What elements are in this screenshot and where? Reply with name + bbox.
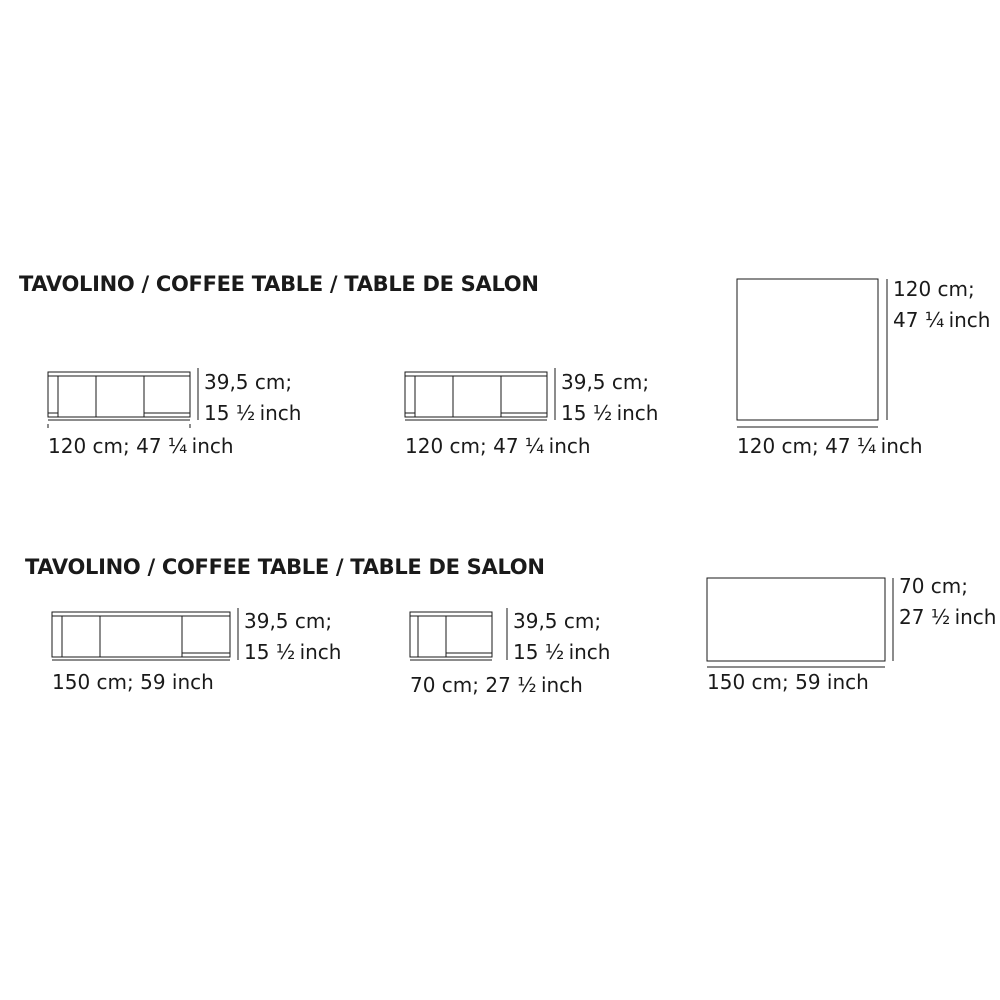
height-inch-label: 15 ½ inch [204,401,302,425]
height-inch-label: 15 ½ inch [513,640,611,664]
depth-inch-label: 27 ½ inch [899,605,997,629]
table-front-view-4 [410,608,507,660]
width-label: 120 cm; 47 ¼ inch [737,434,923,458]
table-top-view-2 [707,578,893,667]
height-cm-label: 39,5 cm; [513,609,602,633]
depth-inch-label: 47 ¼ inch [893,308,991,332]
height-cm-label: 39,5 cm; [561,370,650,394]
table-top-view-1 [737,279,887,427]
height-inch-label: 15 ½ inch [244,640,342,664]
width-label: 120 cm; 47 ¼ inch [405,434,591,458]
section-title-1: TAVOLINO / COFFEE TABLE / TABLE DE SALON [19,272,539,296]
depth-cm-label: 70 cm; [899,574,969,598]
width-label: 120 cm; 47 ¼ inch [48,434,234,458]
width-label: 150 cm; 59 inch [707,670,869,694]
section-title-2: TAVOLINO / COFFEE TABLE / TABLE DE SALON [25,555,545,579]
table-front-view-3 [52,608,238,660]
width-label: 70 cm; 27 ½ inch [410,673,583,697]
width-label: 150 cm; 59 inch [52,670,214,694]
height-inch-label: 15 ½ inch [561,401,659,425]
height-cm-label: 39,5 cm; [204,370,293,394]
table-front-view-2 [405,368,555,420]
depth-cm-label: 120 cm; [893,277,975,301]
table-front-view-1 [48,368,198,428]
height-cm-label: 39,5 cm; [244,609,333,633]
